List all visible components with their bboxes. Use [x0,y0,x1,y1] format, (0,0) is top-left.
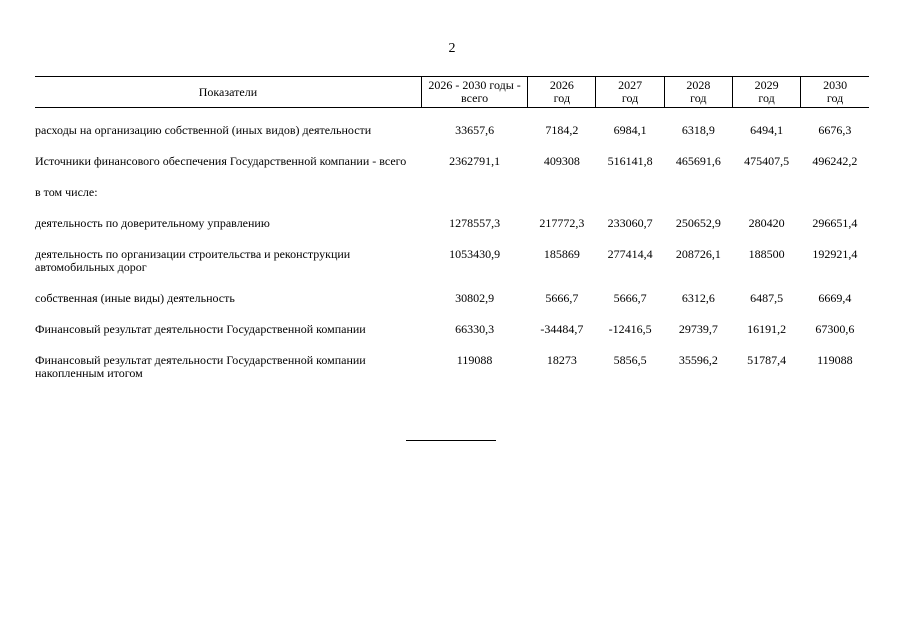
value-total [421,186,527,217]
header-year-2028 [664,77,732,108]
header-total-2026-2030 [421,77,527,108]
value-total: 30802,9 [455,291,495,305]
value-year-2029: 6487,5 [750,291,784,305]
value-year-2030: 67300,6 [815,322,855,336]
table-row [35,354,869,398]
value-year-2029: 475407,5 [744,154,790,168]
header-line: 2027 [618,78,643,92]
header-year-2030 [801,77,869,108]
value-year-2027: 277414,4 [607,247,653,261]
header-line: 2030 [823,78,848,92]
table-body [35,108,869,399]
table-row [35,124,869,155]
value-total: 1053430,9 [449,247,501,261]
value-year-2028: 208726,1 [675,247,721,261]
value-year-2030 [801,186,869,217]
table-row [35,186,869,217]
value-year-2030: 6676,3 [818,123,852,137]
value-year-2029: 16191,2 [747,322,787,336]
header-line: 2029 [754,78,779,92]
value-year-2029: 188500 [748,247,785,261]
table-row [35,248,869,292]
row-label: Финансовый результат деятельности Государственной компании [35,322,366,336]
value-year-2027: -12416,5 [608,322,652,336]
header-line: 2026 [549,78,574,92]
value-year-2026: 18273 [546,353,577,367]
header-year-2029 [732,77,800,108]
value-year-2028: 6312,6 [681,291,715,305]
value-year-2027: 233060,7 [607,216,653,230]
table-header-row [35,77,869,108]
value-total: 66330,3 [455,322,495,336]
value-year-2029: 6494,1 [750,123,784,137]
value-year-2028: 6318,9 [681,123,715,137]
value-year-2028 [664,186,732,217]
row-label: Финансовый результат деятельности Государственной компании накопленным итогом [35,353,366,380]
value-year-2026: 409308 [543,154,580,168]
header-gap [35,108,869,125]
value-year-2028: 29739,7 [678,322,718,336]
value-year-2026: 7184,2 [545,123,579,137]
value-year-2026: -34484,7 [540,322,584,336]
row-label: расходы на организацию собственной (иных видов) деятельности [35,123,372,137]
value-year-2026: 5666,7 [545,291,579,305]
value-year-2028: 250652,9 [675,216,721,230]
value-year-2030: 296651,4 [812,216,858,230]
value-year-2027: 6984,1 [613,123,647,137]
table-row [35,155,869,186]
value-year-2027: 516141,8 [607,154,653,168]
table-row [35,217,869,248]
table-row [35,292,869,323]
value-year-2029: 51787,4 [747,353,787,367]
value-year-2030: 496242,2 [812,154,858,168]
value-total: 119088 [456,353,493,367]
header-line: год [621,91,639,105]
value-year-2029: 280420 [748,216,785,230]
value-year-2026 [528,186,596,217]
end-separator-line [406,440,496,441]
value-year-2030: 192921,4 [812,247,858,261]
header-line: 2026 - 2030 годы - [428,78,521,92]
row-label: деятельность по доверительному управлению [35,216,270,230]
header-year-2027 [596,77,664,108]
value-total: 1278557,3 [449,216,501,230]
value-total: 2362791,1 [449,154,501,168]
header-line: год [553,91,571,105]
header-line: год [826,91,844,105]
header-line: Показатели [198,84,258,99]
table-row [35,323,869,354]
header-year-2026 [528,77,596,108]
header-line: год [758,91,775,105]
row-label: в том числе: [35,185,98,199]
header-indicators [35,77,421,108]
row-label: собственная (иные виды) деятельность [35,291,235,305]
value-year-2028: 465691,6 [675,154,721,168]
value-year-2029 [732,186,800,217]
header-line: 2028 [686,78,711,92]
value-year-2028: 35596,2 [678,353,718,367]
value-total: 33657,6 [455,123,495,137]
row-label: Источники финансового обеспечения Государственной компании - всего [35,154,407,168]
page-number: 2 [448,41,456,56]
value-year-2030: 119088 [817,353,853,367]
value-year-2027 [596,186,664,217]
header-line: всего [461,91,489,105]
header-line: год [690,91,707,105]
row-label: деятельность по организации строительства и реконструкции автомобильных дорог [35,247,351,274]
value-year-2026: 217772,3 [539,216,585,230]
financial-table [35,76,869,398]
value-year-2026: 185869 [543,247,580,261]
value-year-2030: 6669,4 [818,291,852,305]
value-year-2027: 5666,7 [613,291,647,305]
value-year-2027: 5856,5 [613,353,647,367]
